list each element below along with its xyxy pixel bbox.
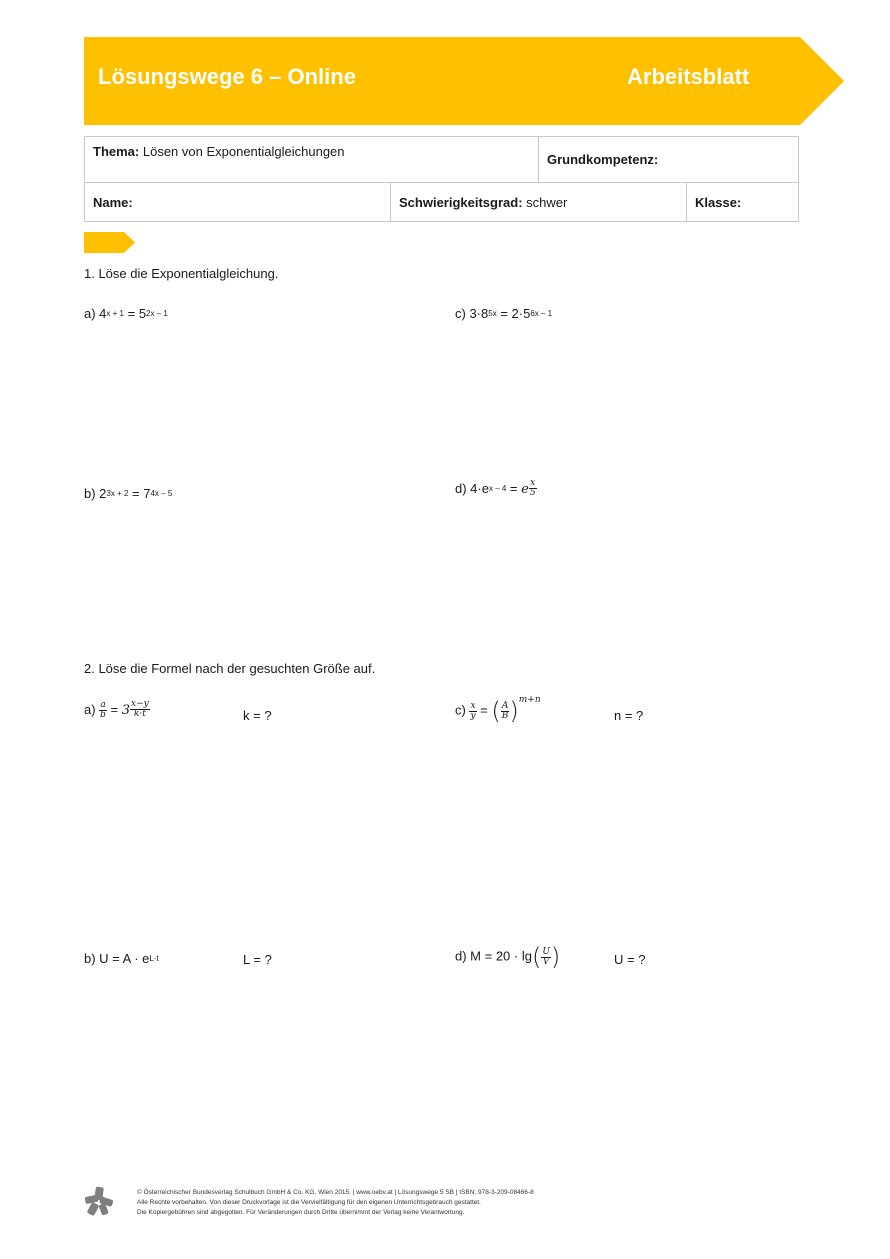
task1-c-coef2: 2·5	[511, 306, 531, 321]
klasse-label: Klasse:	[695, 194, 742, 210]
task2-c-inner-num: A	[501, 700, 509, 711]
task2-a-eq: =	[106, 701, 122, 717]
task1-d-frac-num: x	[530, 478, 536, 488]
task2-a	[84, 701, 150, 720]
task2-c-num: x	[470, 700, 476, 711]
task2-a-num: a	[100, 700, 106, 710]
task2-heading: 2. Löse die Formel nach der gesuchten Größe auf.	[84, 661, 376, 676]
task2-a-exp-num: x−y	[131, 699, 149, 709]
klasse-cell	[687, 183, 799, 222]
task2-c-label: c)	[455, 702, 470, 718]
task1-a-eq: =	[123, 306, 139, 321]
publisher-logo-icon	[84, 1186, 114, 1216]
task2-d-close-paren: )	[550, 943, 561, 971]
task1-a-base1: 4	[99, 306, 107, 321]
task2-c-eq: =	[476, 702, 492, 718]
name-cell	[85, 183, 391, 222]
task1-d-exp1: x – 4	[488, 484, 507, 493]
thema-label: Thema:	[93, 144, 140, 159]
task2-a-exp-fraction	[130, 700, 150, 719]
grundkompetenz-cell	[538, 137, 798, 183]
task1-a	[84, 306, 168, 321]
task1-c	[455, 306, 552, 321]
meta-table	[84, 136, 799, 222]
schwierigkeit-value: schwer	[526, 194, 568, 210]
task2-d-label: d)	[455, 948, 471, 964]
task1-b-exp1: 3x + 2	[106, 489, 129, 498]
task2-a-fraction	[99, 701, 107, 720]
thema-cell	[85, 137, 539, 183]
task1-a-exp2: 2x – 1	[146, 309, 168, 318]
task1-b-exp2: 4x – 5	[150, 489, 173, 498]
task2-c-exp: m+n	[518, 695, 541, 706]
task2-c-close-paren: )	[509, 697, 519, 725]
task2-d-fraction	[541, 948, 551, 967]
task1-a-label: a)	[84, 306, 100, 321]
task1-c-exp1: 5x	[488, 309, 497, 318]
task2-b-target: L = ?	[243, 952, 272, 967]
task1-c-exp2: 6x – 1	[530, 309, 553, 318]
task2-a-target: k = ?	[243, 708, 272, 723]
task2-a-label: a)	[84, 701, 100, 717]
task2-d-open-paren: (	[531, 943, 542, 971]
task2-d-expr: M = 20 · lg	[470, 948, 532, 964]
task1-d-label: d)	[455, 481, 471, 496]
header-banner	[84, 37, 844, 125]
task2-a-base: 3	[121, 702, 131, 718]
task1-b-eq: =	[128, 486, 144, 501]
footer-line-1: © Österreichischer Bundesverlag Schulbuch GmbH & Co. KG, Wien 2015. | www.oebv.at | Lösungswege 5 SB | ISBN: 978-3-209-08466-8	[137, 1189, 534, 1196]
task2-b-expr: U = A · e	[99, 951, 150, 966]
footer-line-3: Die Kopiergebühren sind abgegolten. Für Veränderungen durch Dritte übernimmt der Verlag keine Verantwortung.	[137, 1209, 465, 1216]
task2-d-num: U	[542, 946, 550, 957]
task2-a-exp-den: k·t	[133, 709, 146, 719]
task1-a-exp1: x + 1	[106, 309, 124, 318]
task2-c-fraction	[469, 702, 476, 721]
task1-c-label: c)	[455, 306, 470, 321]
name-label: Name:	[93, 194, 133, 210]
task1-d-base2: e	[521, 482, 529, 497]
task2-b-label: b)	[84, 951, 100, 966]
task1-d-eq: =	[506, 481, 522, 496]
task1-b	[84, 486, 172, 501]
schwierigkeit-cell	[391, 183, 687, 222]
task1-b-base2: 7	[143, 486, 151, 501]
task2-a-den: b	[100, 710, 106, 720]
task1-c-coef1: 3·8	[469, 306, 489, 321]
task2-c-target: n = ?	[614, 708, 644, 723]
task1-d-frac-den: 5	[529, 488, 536, 498]
task2-d	[455, 943, 560, 971]
footer-line-2: Alle Rechte vorbehalten. Von dieser Druckvorlage ist die Vervielfältigung für den eigenen Unterrichtsgebrauch gestattet.	[137, 1199, 481, 1206]
banner-title: Lösungswege 6 – Online	[98, 64, 356, 89]
task2-d-target: U = ?	[614, 952, 646, 967]
task1-a-base2: 5	[138, 306, 147, 321]
task2-c	[455, 697, 541, 725]
banner-doc-type: Arbeitsblatt	[627, 64, 750, 89]
task1-d	[455, 478, 537, 500]
grundkompetenz-label: Grundkompetenz:	[546, 152, 659, 167]
task2-b-exp: L·t	[149, 954, 159, 963]
task2-c-open-paren: (	[491, 697, 501, 725]
thema-value: Lösen von Exponentialgleichungen	[142, 144, 345, 159]
task1-d-coef1: 4·e	[470, 481, 489, 496]
schwierigkeit-label: Schwierigkeitsgrad:	[399, 194, 523, 210]
task2-c-den: y	[470, 710, 476, 721]
task1-b-base1: 2	[99, 486, 107, 501]
section-tag-arrow	[84, 232, 136, 253]
task2-b	[84, 951, 159, 966]
task1-d-exp-fraction	[529, 479, 537, 498]
task1-c-eq: =	[496, 306, 512, 321]
footer-copyright	[137, 1188, 534, 1218]
task1-b-label: b)	[84, 486, 100, 501]
task2-c-inner-den: B	[501, 710, 509, 721]
task2-d-den: V	[542, 956, 550, 967]
task1-heading: 1. Löse die Exponentialgleichung.	[84, 266, 279, 281]
